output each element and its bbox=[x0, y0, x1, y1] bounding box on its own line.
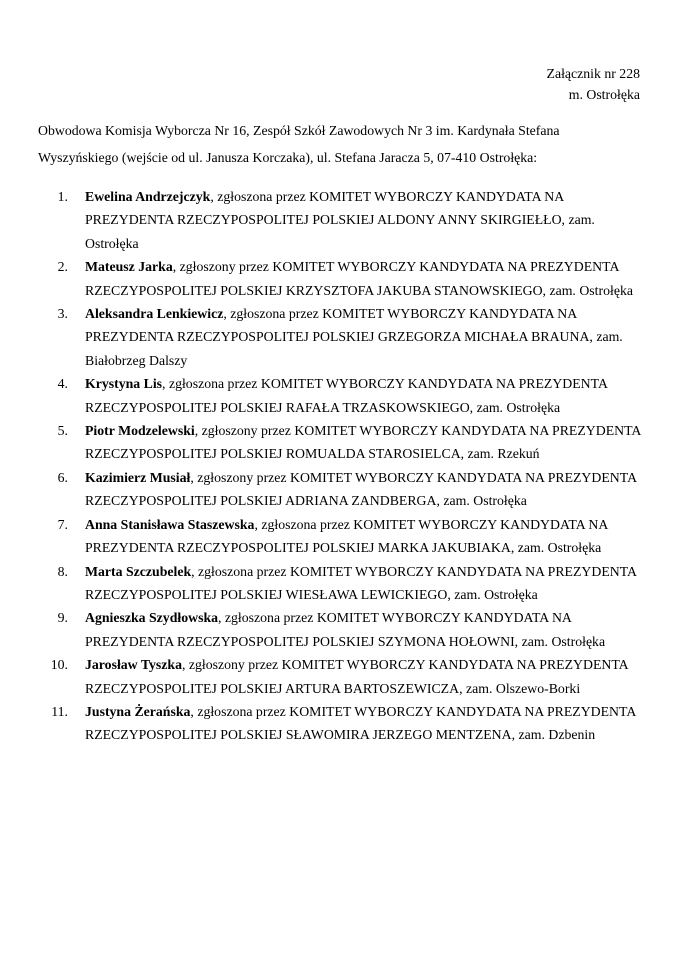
member-list-item bbox=[0, 372, 679, 419]
member-list-item bbox=[0, 653, 679, 700]
member-list-item bbox=[0, 466, 679, 513]
member-number: 8. bbox=[57, 563, 68, 579]
member-number: 6. bbox=[57, 469, 68, 485]
member-list-item bbox=[0, 419, 679, 466]
member-details: , zgłoszona przez KOMITET WYBORCZY KANDYDATA NA PREZYDENTA RZECZYPOSPOLITEJ POLSKIEJ ALDONY ANNY SKIRGIEŁŁO, zam. Ostrołęka bbox=[85, 189, 595, 251]
member-number: 7. bbox=[57, 516, 68, 532]
member-number: 11. bbox=[51, 703, 68, 719]
member-entry bbox=[85, 372, 642, 419]
member-number: 5. bbox=[57, 423, 68, 439]
member-list-item bbox=[0, 606, 679, 653]
member-number: 10. bbox=[50, 657, 68, 673]
member-details: , zgłoszony przez KOMITET WYBORCZY KANDYDATA NA PREZYDENTA RZECZYPOSPOLITEJ POLSKIEJ ROMUALDA STAROSIELCA, zam. Rzekuń bbox=[85, 423, 641, 462]
member-name: Marta Szczubelek bbox=[85, 563, 192, 579]
member-entry bbox=[85, 513, 642, 560]
member-name: Piotr Modzelewski bbox=[85, 423, 195, 439]
member-name: Jarosław Tyszka bbox=[85, 657, 182, 673]
member-entry bbox=[85, 255, 642, 302]
member-details: , zgłoszona przez KOMITET WYBORCZY KANDYDATA NA PREZYDENTA RZECZYPOSPOLITEJ POLSKIEJ SŁAWOMIRA JERZEGO MENTZENA, zam. Dzbenin bbox=[85, 703, 636, 743]
member-details: , zgłoszona przez KOMITET WYBORCZY KANDYDATA NA PREZYDENTA RZECZYPOSPOLITEJ POLSKIEJ SZYMONA HOŁOWNI, zam. Ostrołęka bbox=[85, 610, 606, 649]
member-details: , zgłoszona przez KOMITET WYBORCZY KANDYDATA NA PREZYDENTA RZECZYPOSPOLITEJ POLSKIEJ WIESŁAWA LEWICKIEGO, zam. Ostrołęka bbox=[85, 563, 637, 602]
city-label: m. Ostrołęka bbox=[568, 86, 640, 102]
member-details: , zgłoszona przez KOMITET WYBORCZY KANDYDATA NA PREZYDENTA RZECZYPOSPOLITEJ POLSKIEJ RAFAŁA TRZASKOWSKIEGO, zam. Ostrołęka bbox=[85, 376, 608, 415]
attachment-label: Załącznik nr 228 bbox=[546, 66, 640, 81]
member-number: 4. bbox=[57, 376, 68, 392]
member-entry bbox=[85, 560, 642, 607]
member-entry bbox=[85, 606, 642, 653]
commission-intro-paragraph: Obwodowa Komisja Wyborcza Nr 16, Zespół Szkół Zawodowych Nr 3 im. Kardynała Stefana Wyszyńskiego (wejście od ul. Janusza Korczaka), ul. Stefana Jaracza 5, 07-410 Ostrołęka: bbox=[38, 123, 560, 165]
member-list-item bbox=[0, 560, 679, 607]
member-name: Justyna Żerańska bbox=[85, 703, 191, 719]
member-name: Aleksandra Lenkiewicz bbox=[85, 306, 224, 322]
members-list bbox=[0, 185, 679, 747]
member-name: Agnieszka Szydłowska bbox=[85, 610, 219, 626]
member-details: , zgłoszona przez KOMITET WYBORCZY KANDYDATA NA PREZYDENTA RZECZYPOSPOLITEJ POLSKIEJ GRZEGORZA MICHAŁA BRAUNA, zam. Białobrzeg Dalszy bbox=[85, 306, 623, 368]
member-entry bbox=[85, 419, 642, 466]
member-entry bbox=[85, 700, 642, 747]
member-number: 2. bbox=[57, 259, 68, 275]
member-number: 9. bbox=[57, 610, 68, 626]
member-list-item bbox=[0, 185, 679, 255]
member-entry bbox=[85, 302, 642, 372]
member-list-item bbox=[0, 255, 679, 302]
member-entry bbox=[85, 653, 642, 700]
member-number: 3. bbox=[57, 306, 68, 322]
member-list-item bbox=[0, 700, 679, 747]
member-entry bbox=[85, 185, 642, 255]
member-details: , zgłoszona przez KOMITET WYBORCZY KANDYDATA NA PREZYDENTA RZECZYPOSPOLITEJ POLSKIEJ MARKA JAKUBIAKA, zam. Ostrołęka bbox=[85, 516, 608, 556]
member-details: , zgłoszony przez KOMITET WYBORCZY KANDYDATA NA PREZYDENTA RZECZYPOSPOLITEJ POLSKIEJ ARTURA BARTOSZEWICZA, zam. Olszewo-Borki bbox=[85, 657, 628, 696]
member-name: Kazimierz Musiał bbox=[85, 469, 191, 485]
member-name: Krystyna Lis bbox=[85, 376, 163, 392]
member-name: Ewelina Andrzejczyk bbox=[85, 189, 211, 204]
member-details: , zgłoszony przez KOMITET WYBORCZY KANDYDATA NA PREZYDENTA RZECZYPOSPOLITEJ POLSKIEJ ADRIANA ZANDBERGA, zam. Ostrołęka bbox=[85, 469, 637, 509]
document-header bbox=[0, 64, 679, 105]
member-name: Anna Stanisława Staszewska bbox=[85, 516, 255, 532]
member-list-item bbox=[0, 302, 679, 372]
member-list-item bbox=[0, 513, 679, 560]
member-number: 1. bbox=[57, 189, 68, 204]
member-details: , zgłoszony przez KOMITET WYBORCZY KANDYDATA NA PREZYDENTA RZECZYPOSPOLITEJ POLSKIEJ KRZYSZTOFA JAKUBA STANOWSKIEGO, zam. Ostrołęka bbox=[85, 259, 633, 298]
member-name: Mateusz Jarka bbox=[85, 259, 173, 275]
member-entry bbox=[85, 466, 642, 513]
